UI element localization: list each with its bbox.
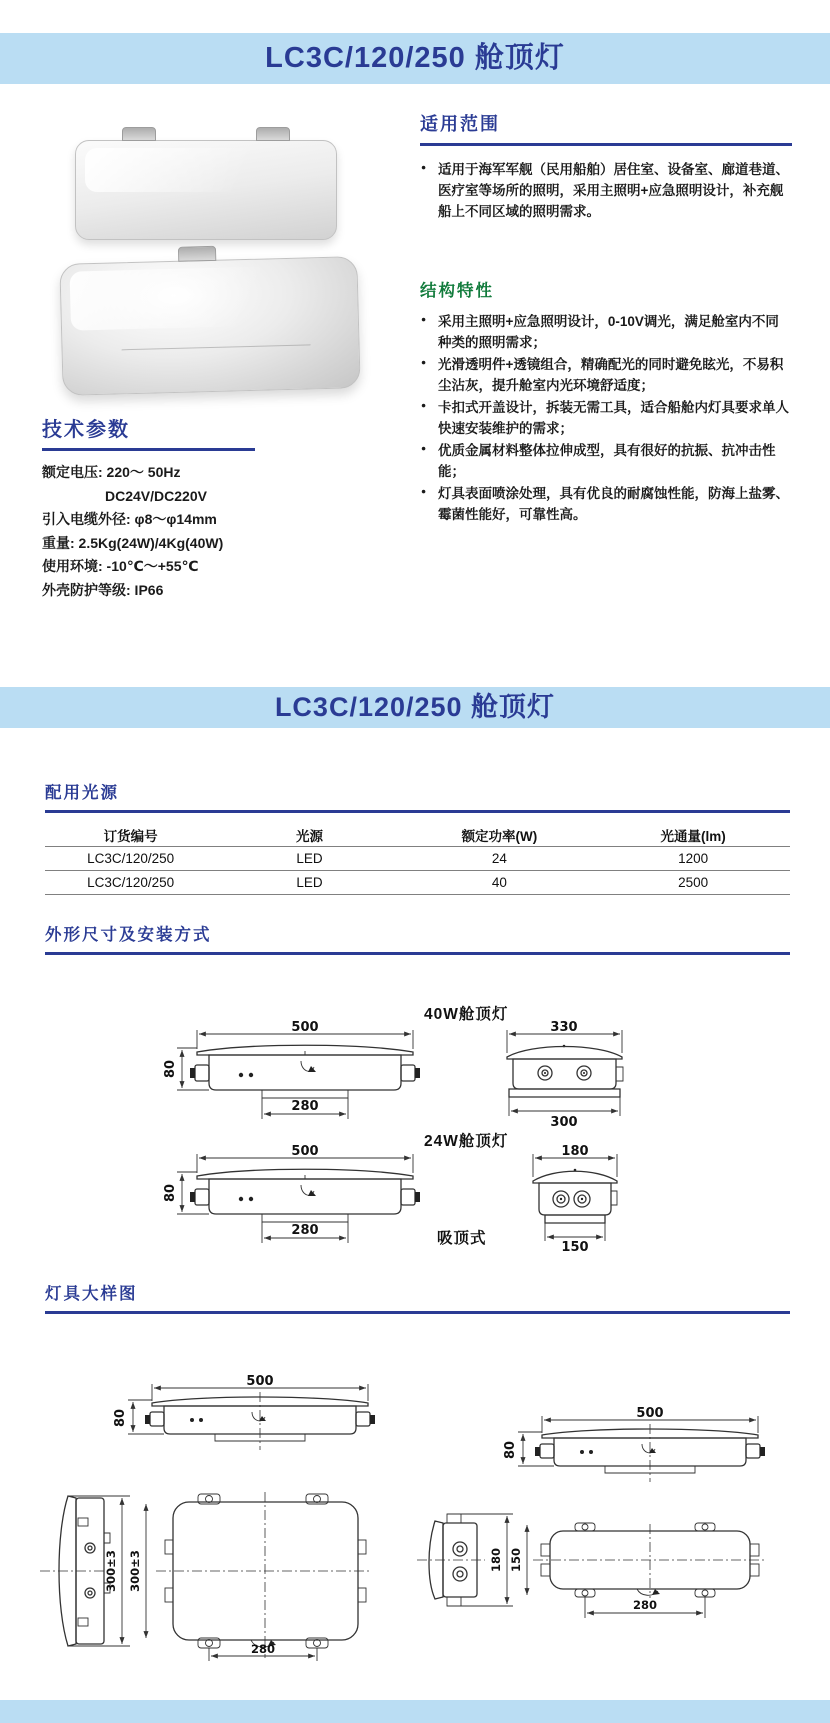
cell-power: 24 bbox=[491, 851, 507, 866]
product-photo-front bbox=[75, 140, 337, 240]
feature-bullet: ● 光滑透明件+透镜组合，精确配光的同时避免眩光，不易积尘沾灰，提升舱室内光环境舒适度； bbox=[420, 354, 792, 396]
dim-width: 500 bbox=[291, 1020, 319, 1035]
cell-flux: 1200 bbox=[678, 851, 709, 866]
tech-param-line: 引入电缆外径: φ8～φ14mm bbox=[42, 511, 217, 527]
drawing-detail-right-side bbox=[490, 1408, 775, 1493]
drawing-detail-left-side bbox=[100, 1376, 385, 1461]
footer-band bbox=[0, 1700, 830, 1723]
col-header-source: 光源 bbox=[295, 828, 323, 844]
dim-mount-span: 280 bbox=[291, 1223, 319, 1238]
dim-width: 330 bbox=[550, 1020, 578, 1035]
feature-bullet: ● 灯具表面喷涂处理，具有优良的耐腐蚀性能，防海上盐雾、霉菌性能好，可靠性高。 bbox=[420, 483, 792, 525]
cell-flux: 2500 bbox=[678, 875, 709, 890]
cell-order-code: LC3C/120/250 bbox=[87, 875, 175, 890]
section-features bbox=[420, 277, 792, 526]
dim-height: 80 bbox=[163, 1059, 178, 1079]
section-dimensions bbox=[45, 921, 790, 955]
product-photo-perspective bbox=[59, 256, 360, 396]
scope-heading: 适用范围 bbox=[420, 110, 792, 146]
col-header-order-code: 订货编号 bbox=[103, 828, 158, 844]
dim-mount-span: 280 bbox=[632, 1598, 658, 1612]
feature-bullet: ● 优质金属材料整体拉伸成型，具有很好的抗振、抗冲击性能； bbox=[420, 440, 792, 482]
dim-base: 300 bbox=[550, 1115, 578, 1130]
cell-power: 40 bbox=[491, 875, 507, 890]
cell-source: LED bbox=[296, 851, 323, 866]
mounting-bracket bbox=[256, 127, 290, 141]
col-header-power: 额定功率(W) bbox=[461, 828, 538, 844]
section-scope bbox=[420, 110, 792, 223]
header-band-2 bbox=[0, 687, 830, 728]
page-title-2: LC3C/120/250 舱顶灯 bbox=[274, 692, 556, 722]
cell-source: LED bbox=[296, 875, 323, 890]
page-title: LC3C/120/250 舱顶灯 bbox=[265, 42, 565, 74]
label-mount-type: 吸顶式 bbox=[437, 1230, 487, 1247]
light-source-table bbox=[45, 823, 790, 895]
dim-height: 80 bbox=[163, 1183, 178, 1203]
table-row bbox=[45, 871, 790, 895]
drawing-40w-side-view bbox=[165, 1021, 445, 1133]
dim-width: 180 bbox=[561, 1144, 589, 1159]
light-source-heading: 配用光源 bbox=[45, 779, 790, 813]
dim-height: 80 bbox=[503, 1440, 518, 1460]
product-photos bbox=[55, 98, 400, 408]
dim-base: 150 bbox=[561, 1240, 589, 1255]
feature-bullet: ● 采用主照明+应急照明设计，0-10V调光，满足舱室内不同种类的照明需求； bbox=[420, 311, 792, 353]
label-24w-lamp: 24W舱顶灯 bbox=[424, 1133, 509, 1150]
dim-width-inner: 150 bbox=[509, 1547, 523, 1573]
dim-mount-span: 280 bbox=[250, 1642, 276, 1656]
section-tech-params bbox=[42, 413, 382, 602]
mounting-bracket bbox=[122, 127, 156, 141]
table-header-row bbox=[45, 823, 790, 847]
drawing-40w-end-view bbox=[487, 1021, 642, 1133]
dim-length-outer: 300±3 bbox=[104, 1550, 118, 1592]
tech-param-line: 额定电压: 220～ 50Hz bbox=[42, 464, 181, 480]
tech-param-line: 外壳防护等级: IP66 bbox=[42, 581, 164, 598]
tech-params-heading: 技术参数 bbox=[42, 413, 255, 451]
cell-order-code: LC3C/120/250 bbox=[87, 851, 175, 866]
lens-facet-line bbox=[111, 344, 312, 387]
detail-heading: 灯具大样图 bbox=[45, 1280, 790, 1314]
dim-width: 500 bbox=[291, 1144, 319, 1159]
dimensions-heading: 外形尺寸及安装方式 bbox=[45, 921, 790, 955]
dim-mount-span: 280 bbox=[291, 1099, 319, 1114]
dim-width: 500 bbox=[246, 1374, 274, 1389]
section-detail bbox=[45, 1280, 790, 1314]
dim-length-inner: 300±3 bbox=[128, 1550, 142, 1592]
drawing-detail-left-plan bbox=[38, 1488, 373, 1663]
tech-param-line: 使用环境: -10℃～+55℃ bbox=[42, 558, 199, 574]
header-band bbox=[0, 33, 830, 84]
tech-param-line: DC24V/DC220V bbox=[105, 487, 207, 504]
scope-bullet: ● 适用于海军军舰（民用船舶）居住室、设备室、廊道巷道、医疗室等场所的照明，采用主照明+应急照明设计，补充舰船上不同区域的照明需求。 bbox=[420, 159, 792, 222]
drawing-detail-right-plan bbox=[415, 1496, 767, 1623]
tech-param-line: 重量: 2.5Kg(24W)/4Kg(40W) bbox=[42, 534, 224, 551]
feature-bullet: ● 卡扣式开盖设计，拆装无需工具，适合船舱内灯具要求单人快速安装维护的需求； bbox=[420, 397, 792, 439]
drawing-24w-side-view bbox=[165, 1145, 445, 1257]
drawing-24w-end-view bbox=[515, 1145, 635, 1257]
dim-height: 80 bbox=[113, 1408, 128, 1428]
label-40w-lamp: 40W舱顶灯 bbox=[424, 1006, 509, 1023]
dim-width-outer: 180 bbox=[489, 1547, 503, 1573]
features-heading: 结构特性 bbox=[420, 282, 494, 300]
dim-width: 500 bbox=[636, 1406, 664, 1421]
table-row bbox=[45, 847, 790, 871]
col-header-flux: 光通量(lm) bbox=[660, 828, 726, 844]
mounting-bracket bbox=[178, 246, 216, 262]
section-light-source bbox=[45, 779, 790, 895]
